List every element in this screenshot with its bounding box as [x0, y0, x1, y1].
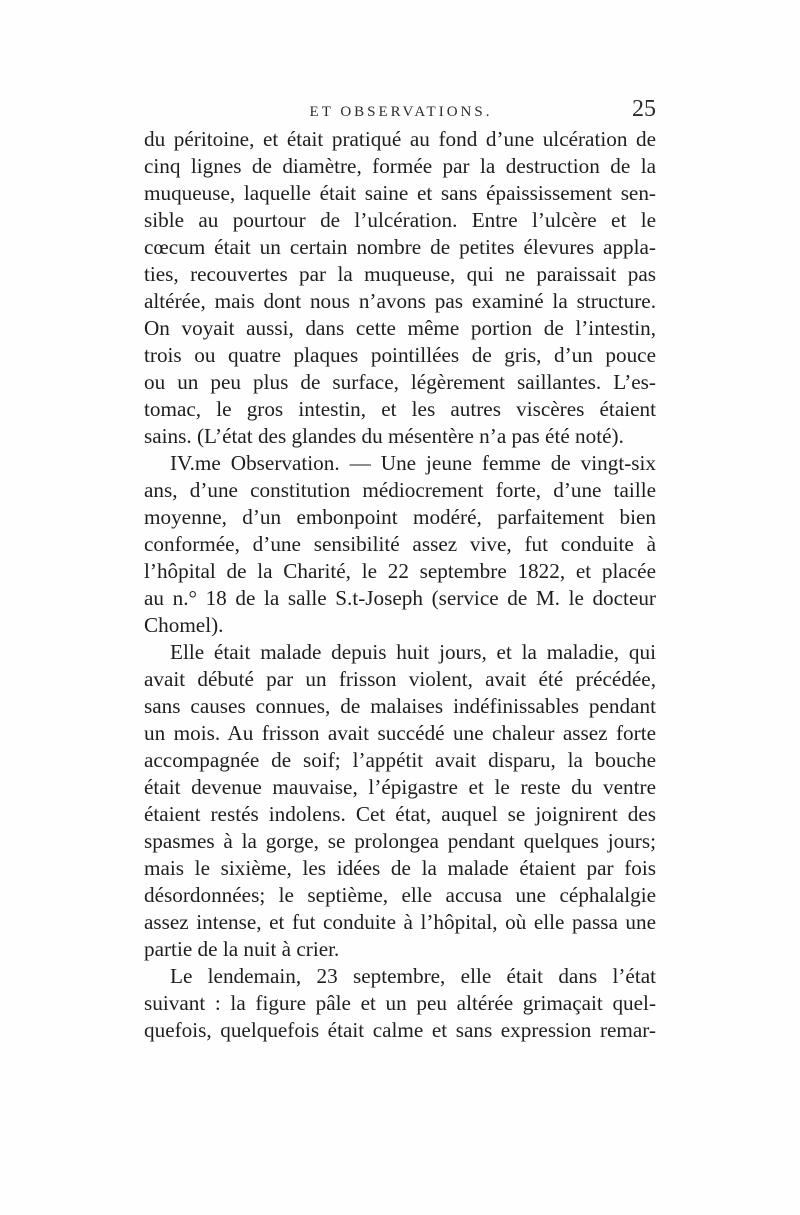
- text-line: du péritoine, et était pratiqué au fond d’une ulcération de: [144, 127, 656, 151]
- text-line: ou un peu plus de surface, légèrement saillantes. L’es-: [144, 370, 656, 394]
- text-line: désordonnées; le septième, elle accusa une céphalalgie: [144, 883, 656, 907]
- text-line: Elle était malade depuis huit jours, et la maladie, qui: [170, 640, 656, 664]
- body-text: [144, 126, 656, 1044]
- text-line: était devenue mauvaise, l’épigastre et le reste du ventre: [144, 775, 656, 799]
- text-line: cinq lignes de diamètre, formée par la destruction de la: [144, 154, 656, 178]
- observation-heading-line: IV.me Observation. — Une jeune femme de vingt-six: [170, 451, 656, 475]
- running-title: ET OBSERVATIONS.: [309, 104, 493, 120]
- text-line: conformée, d’une sensibilité assez vive, fut conduite à: [144, 532, 656, 556]
- text-line: quefois, quelquefois était calme et sans expression remar-: [144, 1018, 656, 1042]
- text-line: mais le sixième, les idées de la malade étaient par fois: [144, 856, 656, 880]
- text-line: sans causes connues, de malaises indéfinissables pendant: [144, 694, 656, 718]
- text-line: muqueuse, laquelle était saine et sans épaississement sen-: [144, 181, 656, 205]
- text-line: assez intense, et fut conduite à l’hôpital, où elle passa une: [144, 910, 656, 934]
- running-header: [146, 96, 656, 126]
- text-line: suivant : la figure pâle et un peu altérée grimaçait quel-: [144, 991, 656, 1015]
- text-line: spasmes à la gorge, se prolongea pendant quelques jours;: [144, 829, 656, 853]
- text-line: sible au pourtour de l’ulcération. Entre l’ulcère et le: [144, 208, 656, 232]
- text-line: un mois. Au frisson avait succédé une chaleur assez forte: [144, 721, 656, 745]
- text-line: ans, d’une constitution médiocrement forte, d’une taille: [144, 478, 656, 502]
- text-line: altérée, mais dont nous n’avons pas examiné la structure.: [144, 289, 656, 313]
- text-line: trois ou quatre plaques pointillées de gris, d’un pouce: [144, 343, 656, 367]
- text-line: partie de la nuit à crier.: [144, 937, 340, 961]
- text-line: tomac, le gros intestin, et les autres viscères étaient: [144, 397, 656, 421]
- text-line: au n.° 18 de la salle S.t-Joseph (service de M. le docteur: [144, 586, 656, 610]
- page-number: 25: [632, 96, 656, 122]
- text-line: Le lendemain, 23 septembre, elle était dans l’état: [170, 964, 656, 988]
- text-line: moyenne, d’un embonpoint modéré, parfaitement bien: [144, 505, 656, 529]
- text-line: sains. (L’état des glandes du mésentère n’a pas été noté).: [144, 424, 624, 448]
- text-line: On voyait aussi, dans cette même portion de l’intestin,: [144, 316, 656, 340]
- text-line: étaient restés indolens. Cet état, auquel se joignirent des: [144, 802, 656, 826]
- text-line: ties, recouvertes par la muqueuse, qui ne paraissait pas: [144, 262, 656, 286]
- text-line: avait débuté par un frisson violent, avait été précédée,: [144, 667, 656, 691]
- text-line: l’hôpital de la Charité, le 22 septembre 1822, et placée: [144, 559, 656, 583]
- text-line: cœcum était un certain nombre de petites élevures appla-: [144, 235, 656, 259]
- text-line: Chomel).: [144, 613, 224, 637]
- text-line: accompagnée de soif; l’appétit avait disparu, la bouche: [144, 748, 656, 772]
